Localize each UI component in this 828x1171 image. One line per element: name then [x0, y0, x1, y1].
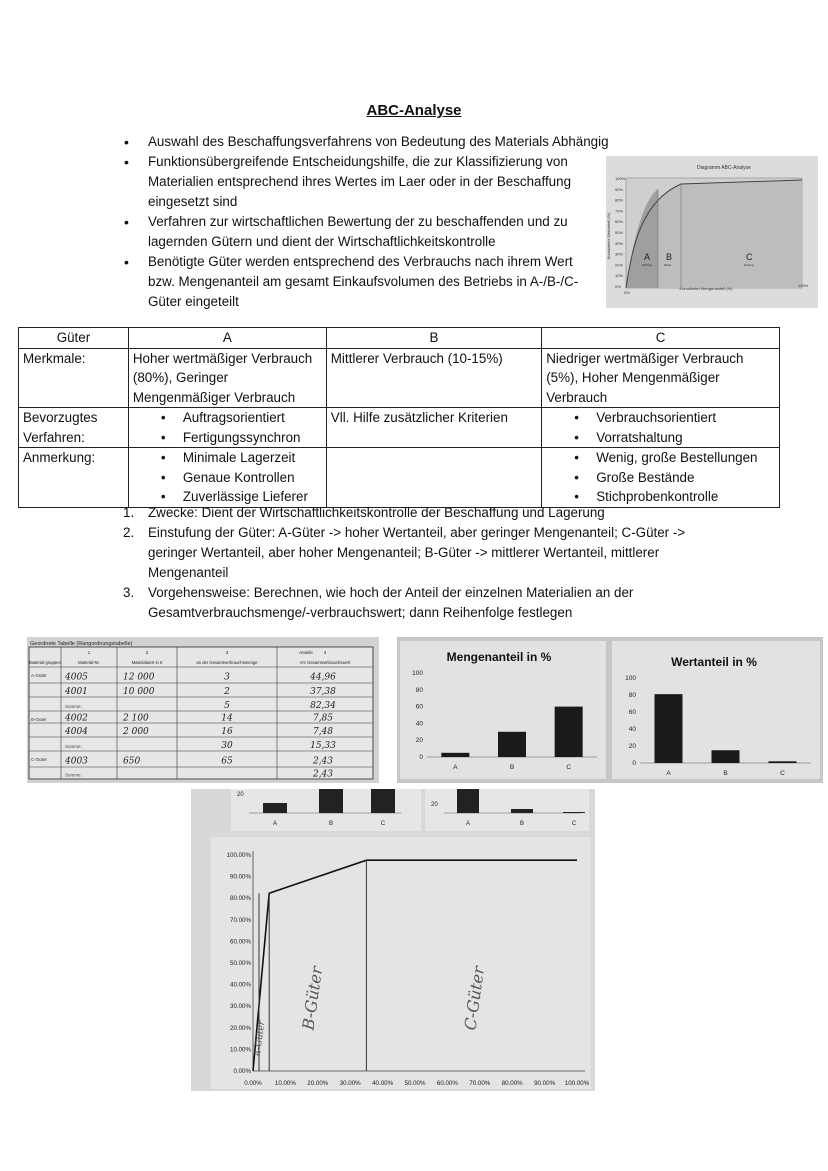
- bar-a: [655, 694, 683, 763]
- line-xtick-label: 90.00%: [534, 1080, 556, 1087]
- table-row: [19, 408, 780, 448]
- rank-cell-menge: 16: [221, 726, 233, 737]
- small-chart-xtick-100: 100%: [798, 283, 809, 288]
- bar-ytick-label: 20: [628, 743, 636, 750]
- abc-diagram-photo: [606, 156, 818, 308]
- bar-category-label: C: [566, 764, 572, 771]
- rank-cell-menge: 14: [221, 713, 233, 724]
- line-ytick-label: 20.00%: [230, 1024, 251, 1032]
- small-chart-ytick: 80%: [615, 197, 624, 203]
- list-item: • Wenig, große Bestellungen: [546, 448, 775, 468]
- small-chart-xtick-0: 0%: [624, 290, 630, 295]
- step-item: [120, 523, 720, 583]
- zone-sub-a: Wichtig: [642, 263, 652, 267]
- line-xtick-label: 60.00%: [436, 1080, 458, 1087]
- small-chart-ytick: 70%: [615, 208, 624, 214]
- list-item: • Auftragsorientiert: [133, 408, 322, 428]
- rank-header: Material-Nr.: [78, 660, 100, 665]
- list-item: • Stichprobenkontrolle: [546, 487, 775, 507]
- list-item: • Minimale Lagerzeit: [133, 448, 322, 468]
- page-title: ABC-Analyse: [366, 102, 462, 119]
- bullet-item: • Funktionsübergreifende Entscheidungshilfe, die zur Klassifizierung von Materialien entsprechend ihres Wertes im Laer oder in der Beschaffung eingesetzt sind: [120, 152, 600, 212]
- abc-diagram-svg: [606, 156, 818, 308]
- cell-b: Vll. Hilfe zusätzlicher Kriterien: [326, 408, 541, 448]
- line-ytick-label: 50.00%: [230, 960, 251, 967]
- line-ytick-label: 30.00%: [230, 1003, 251, 1011]
- line-xtick-label: 80.00%: [501, 1080, 523, 1087]
- step-item: [120, 583, 720, 623]
- fragment-cat-b2: B: [519, 821, 525, 827]
- bar-category-label: B: [723, 770, 728, 777]
- row-label: Merkmale:: [19, 348, 129, 408]
- bar-category-label: A: [453, 764, 458, 771]
- steps-list: [120, 503, 720, 623]
- table-row: [19, 448, 780, 508]
- list-item: • Vorratshaltung: [546, 428, 775, 448]
- bar-c: [769, 761, 797, 763]
- rank-group-label: C-Güter: [31, 757, 48, 762]
- fragment-tick-left: 20: [237, 792, 244, 798]
- fragment-bar: [263, 803, 287, 813]
- line-ytick-label: 90.00%: [230, 873, 251, 881]
- zone-sub-b: Mittel: [664, 263, 672, 267]
- rank-cell-anteil: 2,43: [312, 756, 334, 767]
- bar-ytick-label: 60: [628, 709, 636, 716]
- rank-summe-label: Summe:: [65, 743, 82, 749]
- line-xtick-label: 0.00%: [244, 1080, 262, 1087]
- rank-col-number: 1: [87, 650, 91, 655]
- zone-label-c: C: [746, 252, 753, 262]
- rank-col-number: 2: [145, 650, 149, 655]
- rank-group-label: A-Güter: [31, 673, 47, 678]
- bar-category-label: A: [666, 770, 671, 777]
- fragment-cat-c2: C: [571, 821, 577, 827]
- rank-col-number: 3: [225, 650, 229, 655]
- small-chart-ytick: 20%: [615, 262, 624, 268]
- line-ytick-label: 70.00%: [230, 916, 251, 924]
- small-chart-ytick: 90%: [615, 186, 624, 192]
- fragment-bar: [511, 809, 533, 813]
- rank-header: an der Gesamtverbrauchsmenge: [196, 660, 258, 665]
- small-chart-ytick: 100%: [615, 176, 626, 181]
- list-item: • Zuverlässige Lieferer: [133, 487, 322, 507]
- line-ytick-label: 10.00%: [230, 1046, 251, 1054]
- bar-charts-svg: [397, 637, 823, 783]
- table-row: [19, 348, 780, 408]
- fragment-cat-a: A: [272, 821, 278, 827]
- rank-cell-nr: 4005: [65, 672, 88, 683]
- bullet-item: • Benötigte Güter werden entsprechend des Verbrauchs nach ihrem Wert bzw. Mengenanteil am gesamt Einkaufsvolumen des Betriebs in A-/B-/C-Güter eingeteilt: [120, 252, 600, 312]
- header-gueter: Güter: [19, 328, 129, 349]
- rank-cell-nr: 4001: [65, 686, 88, 697]
- list-item: • Genaue Kontrollen: [133, 468, 322, 488]
- small-chart-xlabel: Kumulierter Mengenanteil (%): [679, 286, 733, 291]
- rank-col-number: 4: [323, 650, 327, 655]
- rank-header: Materialwert in €: [131, 660, 163, 665]
- zone-handwritten-label: C-Güter: [460, 965, 489, 1032]
- line-xtick-label: 20.00%: [307, 1080, 329, 1087]
- rank-table-photo: [27, 637, 379, 783]
- rank-cell-anteil: 44,96: [310, 672, 336, 683]
- rank-cell-wert: 2 100: [123, 713, 149, 724]
- cell-a: [128, 408, 326, 448]
- bar-b: [712, 750, 740, 763]
- step-number: 3.: [123, 585, 135, 600]
- bar-ytick-label: 80: [628, 692, 636, 699]
- rank-cell-wert: 12 000: [123, 672, 155, 683]
- fragment-tick-right: 20: [431, 802, 438, 808]
- rank-cell-anteil: 37,38: [310, 686, 336, 697]
- line-ytick-label: 40.00%: [230, 981, 251, 989]
- bar-b: [498, 732, 526, 757]
- rank-cell-anteil: 2,43: [312, 769, 334, 780]
- row-label: Anmerkung:: [19, 448, 129, 508]
- small-chart-title: Diagramm ABC-Analyse: [697, 165, 751, 171]
- header-a: A: [128, 328, 326, 349]
- bar-ytick-label: 20: [415, 737, 423, 745]
- rank-cell-nr: 4003: [65, 756, 88, 767]
- small-chart-ytick: 0%: [615, 284, 621, 289]
- zone-sub-c: Niedrig: [744, 263, 754, 267]
- step-text: Einstufung der Güter: A-Güter -> hoher Wertanteil, aber geringer Mengenanteil; C-Güter -> geringer Wertanteil, aber hoher Mengenanteil; B-Güter -> mittlerer Wertanteil, mittlerer Mengenanteil: [148, 525, 686, 580]
- rank-cell-wert: 650: [123, 756, 141, 767]
- bar-ytick-label: 0: [419, 754, 423, 761]
- fragment-cat-c: C: [380, 821, 386, 827]
- line-ytick-label: 0.00%: [233, 1068, 251, 1075]
- bar-ytick-label: 100: [625, 675, 636, 682]
- zone-handwritten-label: A-Güter: [252, 1020, 268, 1058]
- rank-cell-menge: 5: [224, 700, 230, 711]
- cell-b: [326, 448, 541, 508]
- rank-cell-menge: 65: [221, 756, 233, 767]
- line-ytick-label: 100.00%: [226, 852, 251, 859]
- rank-cell-wert: 10 000: [123, 686, 155, 697]
- rank-cell-menge: 30: [221, 740, 233, 751]
- rank-summe-label: Summe:: [65, 703, 82, 709]
- rank-header: Am Gesamtverbrauchswert: [299, 660, 351, 665]
- zone-label-a: A: [644, 252, 651, 262]
- bar-ytick-label: 40: [415, 720, 423, 728]
- bullet-item: • Verfahren zur wirtschaftlichen Bewertung der zu beschaffenden und zu lagernden Gütern und dient der Wirtschaftlichkeitskontrolle: [120, 212, 600, 252]
- line-xtick-label: 100.00%: [564, 1080, 590, 1087]
- rank-cell-menge: 3: [224, 672, 230, 683]
- fragment-bar: [563, 812, 585, 813]
- list-item: • Große Bestände: [546, 468, 775, 488]
- row-label: Bevorzugtes Verfahren:: [19, 408, 129, 448]
- abc-table: [18, 327, 780, 508]
- line-xtick-label: 10.00%: [274, 1080, 296, 1087]
- rank-cell-nr: 4004: [65, 726, 88, 737]
- bar-ytick-label: 40: [628, 726, 636, 733]
- rank-cell-anteil: 7,85: [312, 713, 334, 724]
- rank-cell-menge: 2: [224, 686, 230, 697]
- line-xtick-label: 50.00%: [404, 1080, 426, 1087]
- rank-header: Material-gruppen: [29, 660, 61, 665]
- table-header-row: [19, 328, 780, 349]
- cell-c: [542, 408, 780, 448]
- header-b: B: [326, 328, 541, 349]
- fragment-cat-b: B: [328, 821, 334, 827]
- rank-cell-wert: 2 000: [123, 726, 149, 737]
- header-c: C: [542, 328, 780, 349]
- rank-anteile-label: Anteile: [299, 650, 313, 655]
- rank-cell-anteil: 15,33: [310, 740, 336, 751]
- step-item: [120, 503, 720, 523]
- zone-handwritten-label: B-Güter: [298, 965, 327, 1032]
- list-item: • Fertigungssynchron: [133, 428, 322, 448]
- cumulative-chart-svg: [191, 789, 595, 1091]
- cell-c: [542, 448, 780, 508]
- rank-cell-anteil: 82,34: [310, 700, 336, 711]
- small-chart-ytick: 50%: [615, 230, 624, 235]
- rank-cell-anteil: 7,48: [312, 726, 334, 737]
- bar-ytick-label: 0: [632, 760, 636, 767]
- cell-b: Mittlerer Verbrauch (10-15%): [326, 348, 541, 408]
- step-text: Vorgehensweise: Berechnen, wie hoch der Anteil der einzelnen Materialien an der Gesamtverbrauchsmenge/-verbrauchswert; dann Reihenfolge festlegen: [148, 585, 634, 620]
- bar-ytick-label: 100: [412, 670, 423, 677]
- fragment-bar: [371, 789, 395, 813]
- rank-table-svg: [27, 637, 379, 783]
- bullet-item: • Auswahl des Beschaffungsverfahrens von Bedeutung des Materials Abhängig: [120, 132, 688, 152]
- bar-category-label: B: [509, 764, 515, 771]
- small-chart-ytick: 60%: [615, 219, 624, 225]
- bar-charts-photo: [397, 637, 823, 783]
- list-item: • Verbrauchsorientiert: [546, 408, 775, 428]
- bar-c: [555, 707, 583, 757]
- line-xtick-label: 40.00%: [372, 1080, 394, 1087]
- chart-title-wert: Wertanteil in %: [671, 655, 757, 669]
- rank-table-title: Geordnete Tabelle (Rangordnungstabelle): [30, 641, 133, 647]
- line-xtick-label: 70.00%: [469, 1080, 491, 1087]
- cell-c: Niedriger wertmäßiger Verbrauch (5%), Hoher Mengenmäßiger Verbrauch: [542, 348, 780, 408]
- step-number: 1.: [123, 505, 135, 520]
- small-chart-ytick: 30%: [615, 251, 624, 257]
- rank-group-label: B-Güter: [31, 717, 47, 722]
- step-text: Zwecke: Dient der Wirtschaftlichkeitskontrolle der Beschaffung und Lagerung: [148, 505, 605, 520]
- bar-a: [441, 753, 469, 757]
- line-ytick-label: 80.00%: [230, 895, 251, 903]
- rank-summe-label: Summe:: [65, 772, 82, 778]
- small-chart-ytick: 10%: [615, 273, 624, 279]
- small-chart-ylabel: Kumulierter Wertanteil (%): [606, 212, 611, 260]
- fragment-bar: [457, 789, 479, 813]
- cumulative-chart-photo: [191, 789, 595, 1091]
- zone-label-b: B: [666, 252, 673, 262]
- cell-a: Hoher wertmäßiger Verbrauch (80%), Geringer Mengenmäßiger Verbrauch: [128, 348, 326, 408]
- cell-a: [128, 448, 326, 508]
- bar-category-label: C: [780, 770, 785, 777]
- small-chart-ytick: 40%: [615, 240, 624, 246]
- fragment-cat-a2: A: [465, 821, 471, 827]
- bar-ytick-label: 60: [415, 703, 423, 711]
- chart-title-menge: Mengenanteil in %: [446, 650, 552, 664]
- fragment-bar: [319, 789, 343, 813]
- line-ytick-label: 60.00%: [230, 938, 251, 946]
- bar-ytick-label: 80: [415, 686, 423, 694]
- rank-cell-nr: 4002: [65, 713, 88, 724]
- step-number: 2.: [123, 525, 135, 540]
- line-xtick-label: 30.00%: [339, 1080, 361, 1087]
